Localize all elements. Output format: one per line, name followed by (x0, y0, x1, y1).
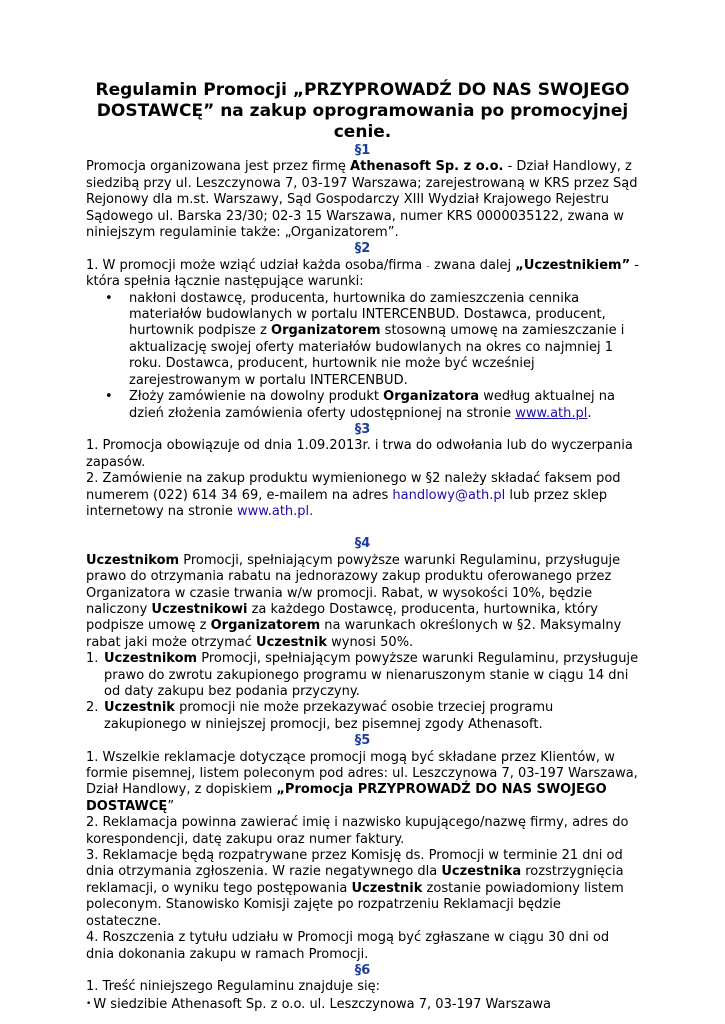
section-6-location: • W siedzibie Athenasoft Sp. z o.o. ul. Leszczynowa 7, 03-197 Warszawa (86, 996, 551, 1012)
section-4-heading: §4 (354, 536, 371, 552)
ath-website-link[interactable]: www.ath.pl (515, 405, 588, 421)
spacer (86, 520, 639, 536)
list-item: • Złoży zamówienie na dowolny produkt Organizatora według aktualnej na dzień złożenia zamówienia oferty udostępnionej na stronie www.ath.pl. (129, 389, 639, 422)
section-4-list (86, 651, 639, 733)
section-5-point-3: 3. Reklamacje będą rozpatrywane przez Komisję ds. Promocji w terminie 21 dni od dnia otrzymania zgłoszenia. W razie negatywnego dla Uczestnika rozstrzygnięcia reklamacji, o wyniku tego postępowania Uczestnik zostanie powiadomiony listem poleconym. Stanowisko Komisji zajęte po rozpatrzeniu Reklamacji będzie ostateczne. (86, 848, 624, 929)
section-3-point-2: 2. Zamówienie na zakup produktu wymienionego w §2 należy składać faksem pod numerem (022) 614 34 69, e-mailem na adres handlowy@ath.pl lub przez sklep internetowy na stronie www.ath.pl. (86, 471, 621, 519)
section-3-point-1: 1. Promocja obowiązuje od dnia 1.09.2013r. i trwa do odwołania lub do wyczerpania zapasów. (86, 438, 633, 470)
regulation-document (86, 80, 639, 1013)
section-6-point-1: 1. Treść niniejszego Regulaminu znajduje się: (86, 979, 380, 995)
section-1-text: Promocja organizowana jest przez firmę Athenasoft Sp. z o.o. - Dział Handlowy, z siedzibą przy ul. Leszczynowa 7, 03-197 Warszawa; zarejestrowaną w KRS przez Sąd Rejonowy dla m.st. Warszawy, Sąd Gospodarczy XIII Wydział Krajowego Rejestru Sądowego ul. Barska 23/30; 02-3 15 Warszawa, numer KRS 0000035122, zwana w niniejszym regulaminie także: „Organizatorem”. (86, 159, 638, 241)
section-5-point-1: 1. Wszelkie reklamacje dotyczące promocji mogą być składane przez Klientów, w formie pisemnej, listem poleconym pod adres: ul. Leszczynowa 7, 03-197 Warszawa, Dział Handlowy, z dopiskiem „Promocja PRZYPROWADŹ DO NAS SWOJEGO DOSTAWCĘ” (86, 749, 638, 814)
shop-website-link[interactable]: www.ath.pl. (237, 503, 314, 519)
section-4-text: Uczestnikom Promocji, spełniającym powyższe warunki Regulaminu, przysługuje prawo do otrzymania rabatu na jednorazowy zakup produktu oferowanego przez Organizatora w czasie trwania w/w promocji. Rabat, w wysokości 10%, będzie naliczony Uczestnikowi za każdego Dostawcę, producenta, hurtownika, który podpisze umowę z Organizatorem na warunkach określonych w §2. Maksymalny rabat jaki może otrzymać Uczestnik wynosi 50%. (86, 552, 622, 650)
email-link[interactable]: handlowy@ath.pl (392, 487, 506, 503)
section-2-heading: §2 (354, 241, 371, 257)
bullet-icon: • (86, 998, 92, 1009)
document-title: Regulamin Promocji „PRZYPROWADŹ DO NAS SWOJEGO DOSTAWCĘ” na zakup oprogramowania po promocyjnej cenie. (95, 80, 630, 142)
section-3-heading: §3 (354, 421, 371, 437)
section-2-intro: 1. W promocji może wziąć udział każda osoba/firma – zwana dalej „Uczestnikiem” - która spełnia łącznie następujące warunki: (86, 257, 639, 290)
list-item: • nakłoni dostawcę, producenta, hurtownika do zamieszczenia cennika materiałów budowlanych w portalu INTERCENBUD. Dostawca, producent, hurtownik podpisze z Organizatorem stosowną umowę na zamieszczanie i aktualizację swojej oferty materiałów budowlanych na okres co najmniej 1 roku. Dostawca, producent, hurtownik nie może być wcześniej zarejestrowanym w portalu INTERCENBUD. (129, 291, 639, 389)
section-5-heading: §5 (354, 733, 371, 749)
section-5-point-2: 2. Reklamacja powinna zawierać imię i nazwisko kupującego/nazwę firmy, adres do korespondencji, datę zakupu oraz numer faktury. (86, 815, 629, 847)
section-6-heading: §6 (354, 962, 371, 978)
list-item: 1. Uczestnikom Promocji, spełniającym powyższe warunki Regulaminu, przysługuje prawo do zwrotu zakupionego programu w nienaruszonym stanie w ciągu 14 dni od daty zakupu bez podania przyczyny. (86, 651, 639, 699)
list-item: 2. Uczestnik promocji nie może przekazywać osobie trzeciej programu zakupionego w niniejszej promocji, bez pisemnej zgody Athenasoft. (86, 700, 554, 732)
section-1-heading: §1 (354, 143, 371, 158)
section-5-point-4: 4. Roszczenia z tytułu udziału w Promocji mogą być zgłaszane w ciągu 30 dni od dnia dokonania zakupu w ramach Promocji. (86, 930, 610, 962)
section-2-conditions-list (86, 291, 639, 422)
